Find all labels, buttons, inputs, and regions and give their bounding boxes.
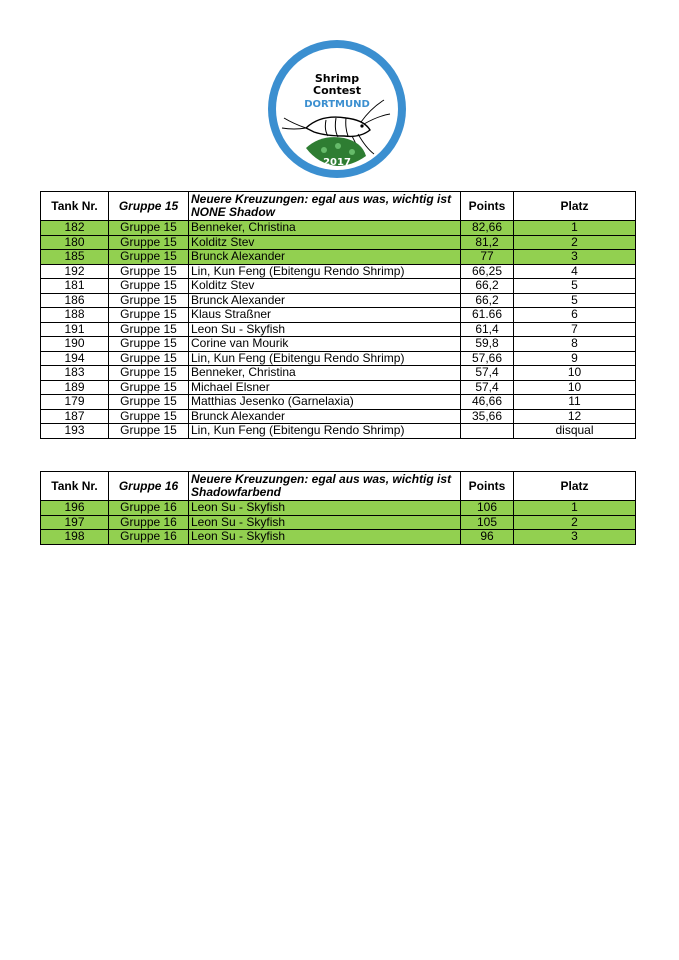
cell-tank: 182 [41,221,109,236]
cell-place: 1 [514,501,636,516]
results-table-gruppe-16 [40,471,636,545]
cell-tank: 191 [41,322,109,337]
cell-group: Gruppe 16 [109,501,189,516]
cell-tank: 193 [41,424,109,439]
logo-line1: Shrimp [314,72,360,85]
header-place: Platz [514,192,636,221]
cell-place: 8 [514,337,636,352]
cell-points: 59,8 [461,337,514,352]
cell-place: 12 [514,409,636,424]
table-header-row [41,192,636,221]
cell-place: 6 [514,308,636,323]
cell-tank: 192 [41,264,109,279]
cell-place: 2 [514,235,636,250]
logo-line3: DORTMUND [304,99,370,110]
cell-name: Michael Elsner [189,380,461,395]
cell-tank: 186 [41,293,109,308]
cell-name: Leon Su - Skyfish [189,322,461,337]
header-tank: Tank Nr. [41,192,109,221]
cell-place: 3 [514,250,636,265]
table-row [41,250,636,265]
header-group: Gruppe 16 [109,472,189,501]
cell-points: 81,2 [461,235,514,250]
cell-tank: 183 [41,366,109,381]
cell-tank: 187 [41,409,109,424]
cell-place: 7 [514,322,636,337]
cell-points: 57,66 [461,351,514,366]
cell-tank: 189 [41,380,109,395]
table-row [41,337,636,352]
cell-place: 5 [514,279,636,294]
table-row [41,351,636,366]
cell-group: Gruppe 16 [109,530,189,545]
cell-group: Gruppe 15 [109,293,189,308]
cell-tank: 196 [41,501,109,516]
header-points: Points [461,192,514,221]
cell-points: 66,2 [461,279,514,294]
header-category-title: Neuere Kreuzungen: egal aus was, wichtig ist Shadowfarbend [189,472,461,501]
cell-name: Leon Su - Skyfish [189,515,461,530]
cell-group: Gruppe 15 [109,264,189,279]
cell-group: Gruppe 15 [109,235,189,250]
cell-tank: 198 [41,530,109,545]
header-place: Platz [514,472,636,501]
cell-group: Gruppe 15 [109,380,189,395]
cell-tank: 194 [41,351,109,366]
cell-name: Leon Su - Skyfish [189,501,461,516]
cell-points: 61,4 [461,322,514,337]
cell-place: 11 [514,395,636,410]
cell-place: 10 [514,366,636,381]
contest-logo [266,38,408,180]
cell-group: Gruppe 15 [109,279,189,294]
cell-group: Gruppe 15 [109,366,189,381]
cell-name: Kolditz Stev [189,279,461,294]
cell-name: Corine van Mourik [189,337,461,352]
cell-name: Matthias Jesenko (Garnelaxia) [189,395,461,410]
cell-points: 61.66 [461,308,514,323]
cell-name: Leon Su - Skyfish [189,530,461,545]
table-header-row [41,472,636,501]
cell-place: disqual [514,424,636,439]
results-table-gruppe-15 [40,191,636,439]
cell-points: 77 [461,250,514,265]
cell-points: 105 [461,515,514,530]
cell-name: Lin, Kun Feng (Ebitengu Rendo Shrimp) [189,264,461,279]
cell-place: 3 [514,530,636,545]
table-row [41,293,636,308]
cell-group: Gruppe 15 [109,308,189,323]
table-row [41,235,636,250]
cell-group: Gruppe 16 [109,515,189,530]
table-row [41,279,636,294]
cell-place: 9 [514,351,636,366]
cell-group: Gruppe 15 [109,351,189,366]
cell-place: 10 [514,380,636,395]
table-row [41,530,636,545]
cell-name: Kolditz Stev [189,235,461,250]
cell-name: Klaus Straßner [189,308,461,323]
cell-place: 2 [514,515,636,530]
cell-group: Gruppe 15 [109,250,189,265]
cell-name: Brunck Alexander [189,293,461,308]
cell-points: 66,25 [461,264,514,279]
cell-points: 57,4 [461,380,514,395]
table-row [41,380,636,395]
cell-group: Gruppe 15 [109,322,189,337]
cell-tank: 190 [41,337,109,352]
cell-points: 35,66 [461,409,514,424]
table-row [41,501,636,516]
cell-group: Gruppe 15 [109,409,189,424]
cell-name: Brunck Alexander [189,250,461,265]
cell-tank: 181 [41,279,109,294]
cell-tank: 179 [41,395,109,410]
cell-tank: 197 [41,515,109,530]
header-points: Points [461,472,514,501]
cell-points: 106 [461,501,514,516]
header-tank: Tank Nr. [41,472,109,501]
table-row [41,424,636,439]
header-group: Gruppe 15 [109,192,189,221]
table-row [41,366,636,381]
cell-group: Gruppe 15 [109,424,189,439]
cell-name: Brunck Alexander [189,409,461,424]
logo-line2: Contest [313,84,361,97]
cell-name: Lin, Kun Feng (Ebitengu Rendo Shrimp) [189,424,461,439]
table-body [41,221,636,439]
cell-tank: 185 [41,250,109,265]
table-row [41,221,636,236]
cell-points: 96 [461,530,514,545]
cell-name: Benneker, Christina [189,366,461,381]
cell-group: Gruppe 15 [109,337,189,352]
cell-name: Benneker, Christina [189,221,461,236]
table-row [41,322,636,337]
cell-group: Gruppe 15 [109,395,189,410]
cell-points: 66,2 [461,293,514,308]
cell-place: 5 [514,293,636,308]
table-row [41,264,636,279]
cell-points: 46,66 [461,395,514,410]
cell-points: 57,4 [461,366,514,381]
logo-arc-text: The German International [277,48,397,106]
cell-points: 82,66 [461,221,514,236]
table-body [41,501,636,545]
cell-name: Lin, Kun Feng (Ebitengu Rendo Shrimp) [189,351,461,366]
cell-place: 4 [514,264,636,279]
logo-year: 2017 [323,157,351,168]
table-row [41,409,636,424]
header-category-title: Neuere Kreuzungen: egal aus was, wichtig ist NONE Shadow [189,192,461,221]
cell-tank: 188 [41,308,109,323]
table-row [41,395,636,410]
cell-tank: 180 [41,235,109,250]
cell-place: 1 [514,221,636,236]
table-row [41,515,636,530]
table-row [41,308,636,323]
cell-points [461,424,514,439]
cell-group: Gruppe 15 [109,221,189,236]
